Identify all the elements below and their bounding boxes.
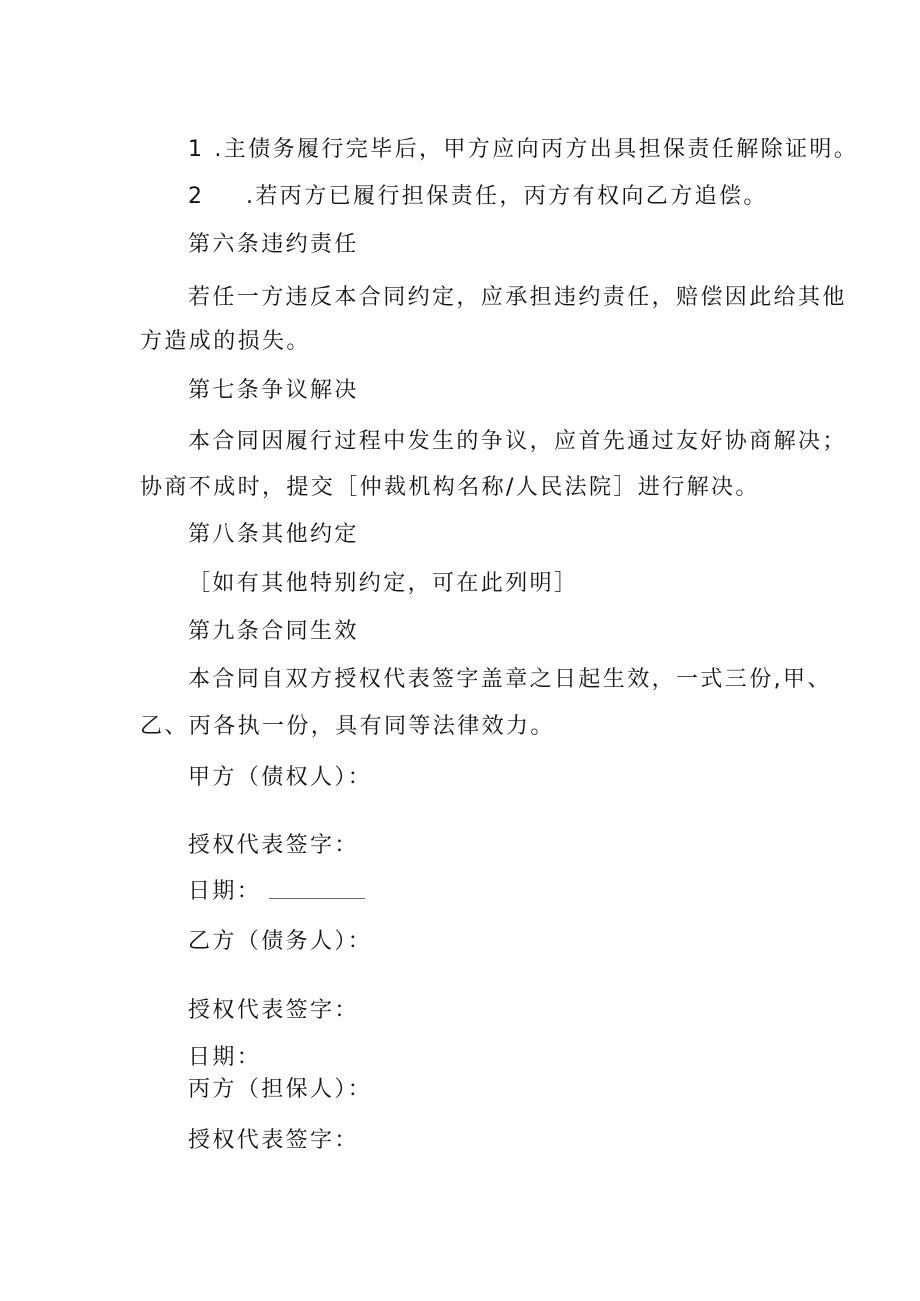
party-b-label: 乙方（债务人）： xyxy=(188,929,373,954)
party-b-date-label: 日期： xyxy=(188,1045,262,1070)
party-b-sign-label: 授权代表签字： xyxy=(188,998,359,1023)
clause-1-text: .主债务履行完毕后，甲方应向丙方出具担保责任解除证明。 xyxy=(214,137,859,162)
article-9-heading: 第九条合同生效 xyxy=(188,619,359,644)
party-c-label: 丙方（担保人）： xyxy=(188,1077,373,1102)
party-a-label: 甲方（债权人）： xyxy=(188,765,373,790)
clause-1-number: 1 xyxy=(188,137,205,162)
clause-2-number: 2 xyxy=(188,184,205,209)
article-6-body-line2: 方造成的损失。 xyxy=(140,329,311,354)
party-a-date-label: 日期： xyxy=(188,879,262,904)
party-c-sign-label: 授权代表签字： xyxy=(188,1128,359,1153)
article-6-heading: 第六条违约责任 xyxy=(188,232,359,257)
clause-2-text: .若丙方已履行担保责任，丙方有权向乙方追偿。 xyxy=(246,184,768,209)
article-8-heading: 第八条其他约定 xyxy=(188,522,359,547)
article-7-heading: 第七条争议解决 xyxy=(188,378,359,403)
clause-1 xyxy=(188,136,858,164)
party-a-sign-label: 授权代表签字： xyxy=(188,833,359,858)
article-7-body-line2: 协商不成时，提交［仲裁机构名称/人民法院］进行解决。 xyxy=(140,475,760,500)
party-a-date xyxy=(188,878,365,906)
article-9-body-line1: 本合同自双方授权代表签字盖章之日起生效，一式三份,甲、 xyxy=(188,667,832,692)
party-a-date-underline xyxy=(269,898,365,899)
clause-2 xyxy=(188,183,768,211)
article-8-body: ［如有其他特别约定，可在此列明］ xyxy=(188,571,579,596)
article-6-body-line1: 若任一方违反本合同约定，应承担违约责任，赔偿因此给其他 xyxy=(188,285,847,310)
article-7-body-line1: 本合同因履行过程中发生的争议，应首先通过友好协商解决； xyxy=(188,429,847,454)
article-9-body-line2: 乙、丙各执一份，具有同等法律效力。 xyxy=(140,714,555,739)
